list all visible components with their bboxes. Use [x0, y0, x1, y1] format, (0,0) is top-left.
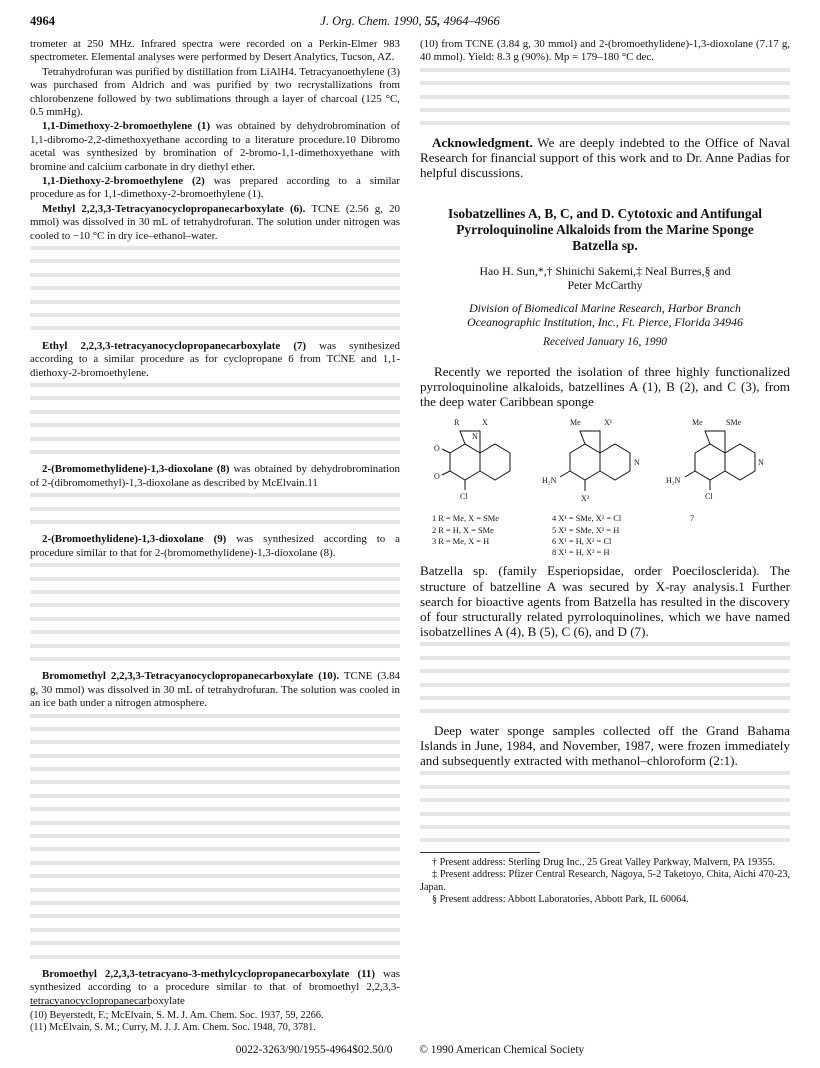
bond-2-nh2	[560, 471, 570, 477]
text-lines-placeholder	[420, 771, 790, 842]
issn-code: 0022-3263/90/1955-4964$02.50/0	[235, 1044, 393, 1056]
journal-year: 1990,	[393, 14, 422, 28]
intro-paragraph: Recently we reported the isolation of three highly functionalized pyrroloquinoline alkaloids, batzellines A (1), B (2), and C (3), from the deep water Caribbean sponge	[420, 363, 790, 410]
ring-1b	[480, 444, 510, 480]
ring-1a	[450, 444, 480, 480]
compound-8-heading: 2-(Bromomethylidene)-1,3-dioxolane (8)	[42, 463, 230, 476]
reference-10: (10) Beyerstedt, F.; McElvain, S. M. J. Am. Chem. Soc. 1937, 59, 2266.	[30, 1010, 324, 1021]
structure-legend-2	[552, 513, 621, 558]
compound-10-text: TCNE (3.84 g, 30 mmol) was dissolved in 30 mL of tetrahydrofuran. The solution was cooled in an ice bath under a nitrogen atmosphere.	[30, 670, 400, 710]
compound-6-text: TCNE (2.56 g, 20 mmol) was dissolved in 30 mL of tetrahydrofuran. The solution under nitrogen was cooled to −10 °C in dry ice–ethanol–water.	[30, 202, 400, 242]
ring-2a	[570, 444, 600, 480]
footnote-double-dagger: ‡ Present address: Pfizer Central Research, Nagoya, 5-2 Taketoyo, Chita, Aichi 470-23, Japan.	[420, 869, 790, 893]
paragraph-compound-10-continued: (10) from TCNE (3.84 g, 30 mmol) and 2-(bromoethylidene)-1,3-dioxolane (7.17 g, 40 mmol). Yield: 8.3 g (90%). Mp = 179–180 °C dec.	[420, 38, 790, 64]
label-h2n-3: H₂N	[666, 476, 681, 486]
text-lines-placeholder	[30, 246, 400, 330]
text-lines-placeholder	[420, 68, 790, 126]
acknowledgment-heading: Acknowledgment.	[432, 134, 533, 150]
structures-svg	[420, 413, 790, 513]
compound-10-heading: Bromomethyl 2,2,3,3-Tetracyanocyclopropanecarboxylate (10).	[42, 670, 340, 683]
label-cl3: Cl	[705, 492, 713, 502]
text-lines-placeholder	[30, 493, 400, 524]
paragraph-compound-7	[30, 340, 400, 380]
bond-1-o1	[442, 449, 450, 453]
page-footer	[0, 1044, 820, 1056]
label-n2: N	[634, 458, 640, 468]
text-lines-placeholder	[30, 563, 400, 661]
references-left	[30, 1005, 400, 1035]
acknowledgment-text: We are deeply indebted to the Office of Naval Research for financial support of this work and to Dr. Anne Padias for helpful discussions.	[420, 134, 790, 181]
right-column	[420, 38, 790, 1023]
paragraph-compound-9	[30, 533, 400, 560]
footnote-rule	[30, 1005, 150, 1006]
compound-7-text: was synthesized according to a similar procedure as for cyclopropane 6 from TCNE and 1,1-diethoxy-2-bromoethylene.	[30, 339, 400, 379]
compound-11-text: was synthesized according to a procedure similar to that of bromoethyl 2,2,3,3-tetracyanocyclopropanecarboxylate	[30, 967, 400, 1007]
body-paragraph-1: Batzella sp. (family Esperiopsidae, order Poecilosclerida). The structure of batzelline A was secured by X-ray analysis.1 Further search for bioactive agents from Batzella has resulted in the discovery of four structurally related pyrroloquinolines, which we have named isobatzellines A (4), B (5), C (6), and D (7).	[420, 563, 790, 640]
paragraph-compound-8	[30, 463, 400, 490]
footnote-dagger: † Present address: Sterling Drug Inc., 25 Great Valley Parkway, Malvern, PA 19355.	[432, 856, 776, 868]
legend-1-line-3: 3 R = Me, X = H	[432, 536, 490, 546]
compound-6-heading: Methyl 2,2,3,3-Tetracyanocyclopropanecarboxylate (6).	[42, 202, 306, 215]
paragraph-compound-1	[30, 120, 400, 174]
legend-1-line-2: 2 R = H, X = SMe	[432, 525, 494, 535]
label-me1: Me	[570, 418, 581, 428]
authors-line-2: Peter McCarthy	[567, 278, 643, 293]
compound-1-text: was obtained by dehydrobromination of 1,1-dibromo-2,2-dimethoxyethane according to a literature procedure.10 Dibromo acetal was synthesized by bromination of 2-bromo-1,1-dimethoxyethane with bromine and calcium carbonate in dry diethyl ether.	[30, 120, 401, 173]
authors	[420, 264, 790, 292]
author-footnotes	[420, 857, 790, 907]
structure-legend-1	[432, 513, 499, 547]
left-column	[30, 38, 400, 1018]
paragraph-compound-11	[30, 968, 400, 1008]
label-cl1: Cl	[460, 492, 468, 502]
label-o1: O	[434, 444, 440, 454]
label-x1: X¹	[604, 418, 613, 428]
compound-9-heading: 2-(Bromoethylidene)-1,3-dioxolane (9)	[42, 533, 227, 546]
legend-2-line-3: 6 X¹ = H, X² = Cl	[552, 536, 612, 546]
paragraph-instruments: trometer at 250 MHz. Infrared spectra were recorded on a Perkin-Elmer 983 spectrometer. Elemental analyses were performed by Desert Analytics, Tucson, AZ.	[30, 38, 400, 64]
reference-11: (11) McElvain, S. M.; Curry, M. J. J. Am. Chem. Soc. 1948, 70, 3781.	[30, 1022, 316, 1034]
acknowledgment	[420, 135, 790, 181]
compound-1-heading: 1,1-Dimethoxy-2-bromoethylene (1)	[42, 120, 211, 133]
affiliation	[420, 301, 790, 329]
ring-2c	[580, 431, 600, 453]
journal-pages: 4964–4966	[443, 14, 500, 28]
legend-2-line-1: 4 X¹ = SMe, X² = Cl	[552, 514, 622, 524]
journal-reference	[30, 14, 790, 29]
ring-2b	[600, 444, 630, 480]
paragraph-compound-2	[30, 175, 400, 202]
label-r: R	[454, 418, 460, 428]
compound-2-text: was prepared according to a similar procedure as for 1,1-dimethoxy-2-bromoethylene (1).	[30, 175, 400, 201]
legend-2-line-2: 5 X¹ = SMe, X² = H	[552, 525, 620, 535]
journal-name: J. Org. Chem.	[320, 14, 391, 28]
journal-volume: 55,	[424, 14, 441, 28]
body-paragraph-2: Deep water sponge samples collected off the Grand Bahama Islands in June, 1984, and November, 1987, were frozen immediately and subsequently extracted with methanol–chloroform (2:1).	[420, 722, 790, 769]
page-number: 4964	[30, 14, 55, 28]
text-lines-placeholder	[30, 383, 400, 454]
compound-9-text: was synthesized according to a procedure similar to that for 2-(bromomethylidene)-1,3-dioxolane (8).	[30, 533, 400, 559]
label-o2: O	[434, 472, 440, 482]
compound-7-heading: Ethyl 2,2,3,3-tetracyanocyclopropanecarboxylate (7)	[42, 339, 307, 352]
copyright: © 1990 American Chemical Society	[419, 1044, 585, 1056]
ring-3b	[725, 444, 755, 480]
label-h2n-2: H₂N	[542, 476, 557, 486]
page-header	[30, 14, 790, 32]
legend-1-line-1: 1 R = Me, X = SMe	[432, 514, 499, 524]
label-x: X	[482, 418, 488, 428]
text-lines-placeholder	[420, 642, 790, 713]
structure-legend-3: 7	[690, 514, 695, 524]
label-me2: Me	[692, 418, 703, 428]
chemical-structures-figure	[420, 413, 790, 561]
affiliation-line-2: Oceanographic Institution, Inc., Ft. Pierce, Florida 34946	[467, 315, 743, 330]
affiliation-line-1: Division of Biomedical Marine Research, Harbor Branch	[469, 301, 741, 316]
footnote-section: § Present address: Abbott Laboratories, Abbott Park, IL 60064.	[432, 893, 689, 905]
ring-3a	[695, 444, 725, 480]
label-sme: SMe	[726, 418, 742, 428]
compound-2-heading: 1,1-Diethoxy-2-bromoethylene (2)	[42, 175, 205, 188]
paragraph-compound-10	[30, 670, 400, 710]
ring-3c	[705, 431, 725, 453]
compound-11-heading: Bromoethyl 2,2,3,3-tetracyano-3-methylcyclopropanecarboxylate (11)	[42, 967, 375, 980]
label-x2: X²	[581, 494, 590, 504]
bond-1-o2	[442, 471, 450, 475]
article-title: Isobatzellines A, B, C, and D. Cytotoxic and Antifungal Pyrroloquinoline Alkaloids from the Marine Sponge Batzella sp.	[448, 206, 762, 254]
paragraph-thf: Tetrahydrofuran was purified by distillation from LiAlH4. Tetracyanoethylene (3) was purchased from Aldrich and was purified by two recrystallizations from chlorobenzene followed by two sublimations through a layer of charcoal (125 °C, 0.5 mmHg).	[30, 65, 400, 119]
footnote-rule	[420, 852, 540, 853]
bond-3-nh2	[685, 471, 695, 477]
received-date: Received January 16, 1990	[543, 336, 667, 349]
label-n1: N	[472, 432, 478, 442]
compound-8-text: was obtained by dehydrobromination of 2-(dibromomethyl)-1,3-dioxolane as described by McElvain.11	[30, 463, 400, 489]
authors-line-1: Hao H. Sun,*,† Shinichi Sakemi,‡ Neal Burres,§ and	[479, 264, 731, 279]
text-lines-placeholder	[30, 714, 400, 959]
label-n3: N	[758, 458, 764, 468]
legend-2-line-4: 8 X¹ = H, X² = H	[552, 548, 610, 557]
paragraph-compound-6	[30, 203, 400, 243]
